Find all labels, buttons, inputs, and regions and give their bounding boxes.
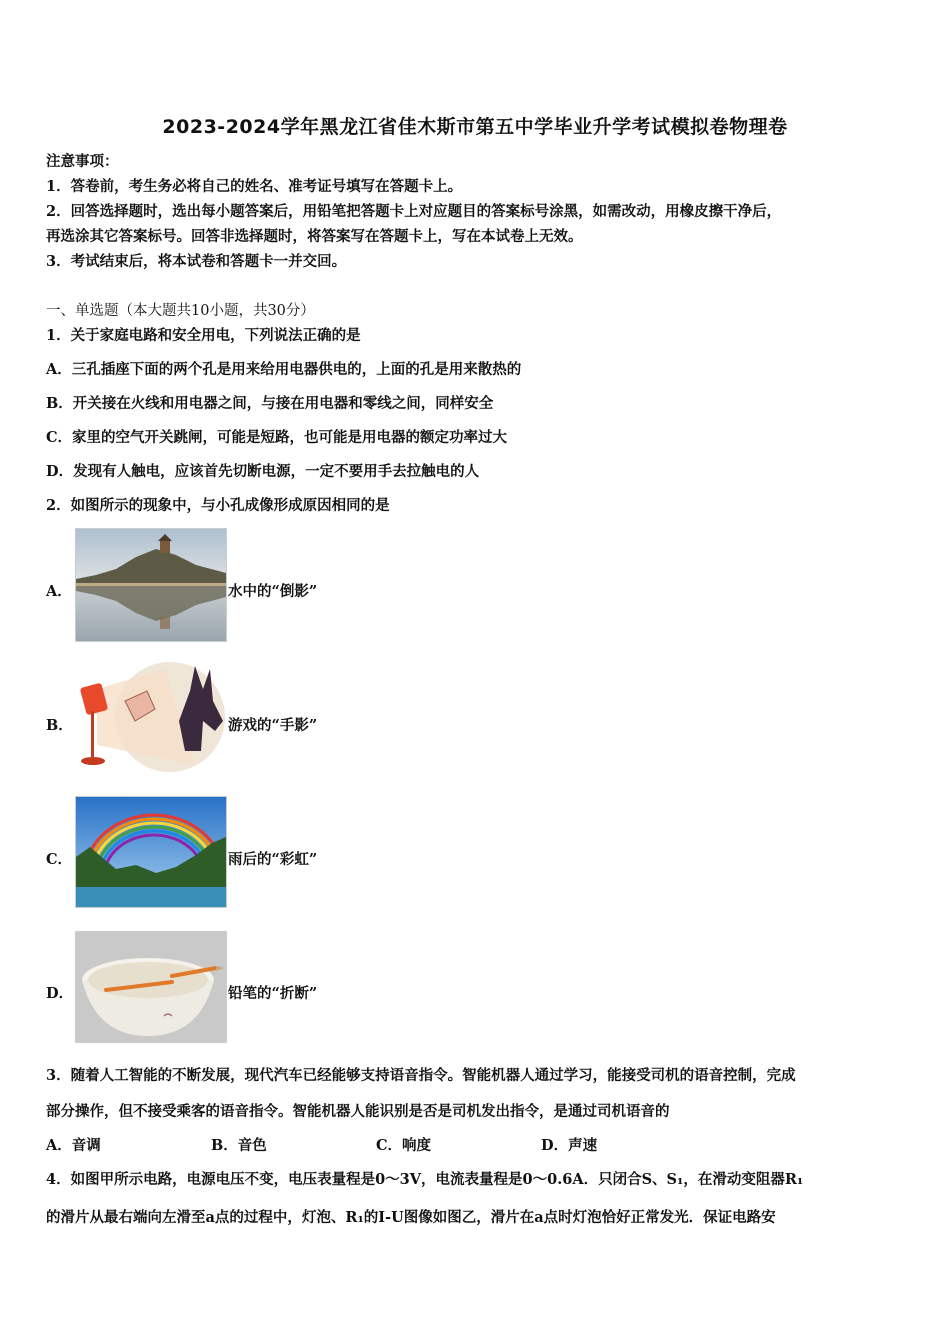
option-letter: B． — [46, 717, 73, 734]
section-heading: 一、单选题（本大题共10小题，共30分） — [46, 303, 315, 319]
notice-item: 再选涂其它答案标号。回答非选择题时，将答案写在答题卡上，写在本试卷上无效。 — [46, 228, 583, 245]
page-title: 2023-2024学年黑龙江省佳木斯市第五中学毕业升学考试模拟卷物理卷 — [162, 116, 788, 138]
question-1-option-b: B．开关接在火线和用电器之间，与接在用电器和零线之间，同样安全 — [46, 395, 494, 412]
question-1-stem: 1．关于家庭电路和安全用电，下列说法正确的是 — [46, 327, 361, 344]
notice-item: 1．答卷前，考生务必将自己的姓名、准考证号填写在答题卡上。 — [46, 178, 463, 195]
question-2-stem: 2．如图所示的现象中，与小孔成像形成原因相同的是 — [46, 497, 390, 514]
option-caption: 铅笔的“折断” — [228, 985, 318, 1002]
notice-item: 3．考试结束后，将本试卷和答题卡一并交回。 — [46, 253, 347, 270]
question-1-option-c: C．家里的空气开关跳闸，可能是短路，也可能是用电器的额定功率过大 — [46, 429, 508, 446]
question-3-choice-b: B．音色 — [211, 1137, 267, 1154]
question-3-stem: 3．随着人工智能的不断发展，现代汽车已经能够支持语音指令。智能机器人通过学习，能接受司机的语音控制，完成 — [46, 1067, 796, 1084]
option-caption: 雨后的“彩虹” — [228, 851, 318, 868]
option-caption: 水中的“倒影” — [228, 583, 318, 600]
question-3-stem-cont: 部分操作，但不接受乘客的语音指令。智能机器人能识别是否是司机发出指令，是通过司机语音的 — [46, 1103, 670, 1120]
question-1-option-a: A．三孔插座下面的两个孔是用来给用电器供电的，上面的孔是用来散热的 — [46, 361, 522, 378]
question-3-choice-a: A．音调 — [46, 1137, 101, 1154]
option-caption: 游戏的“手影” — [228, 717, 318, 734]
notice-item: 2．回答选择题时，选出每小题答案后，用铅笔把答题卡上对应题目的答案标号涂黑，如需改动，用橡皮擦干净后， — [46, 203, 782, 220]
question-4-stem: 4．如图甲所示电路，电源电压不变，电压表量程是0～3V，电流表量程是0～0.6A．只闭合S、S₁，在滑动变阻器R₁ — [46, 1171, 804, 1188]
question-4-stem-cont: 的滑片从最右端向左滑至a点的过程中，灯泡、R₁的I-U图像如图乙，滑片在a点时灯泡恰好正常发光．保证电路安 — [46, 1209, 776, 1226]
pencil-bowl-image — [75, 931, 227, 1043]
question-3-choice-d: D．声速 — [541, 1137, 598, 1154]
notice-heading: 注意事项： — [46, 153, 119, 170]
reflection-image — [75, 528, 227, 642]
question-3-choice-c: C．响度 — [376, 1137, 432, 1154]
question-1-option-d: D．发现有人触电，应该首先切断电源，一定不要用手去拉触电的人 — [46, 463, 480, 480]
option-letter: A． — [46, 583, 72, 600]
rainbow-image — [75, 796, 227, 908]
option-letter: C． — [46, 851, 73, 868]
option-letter: D． — [46, 985, 74, 1002]
hand-shadow-image — [75, 661, 225, 773]
